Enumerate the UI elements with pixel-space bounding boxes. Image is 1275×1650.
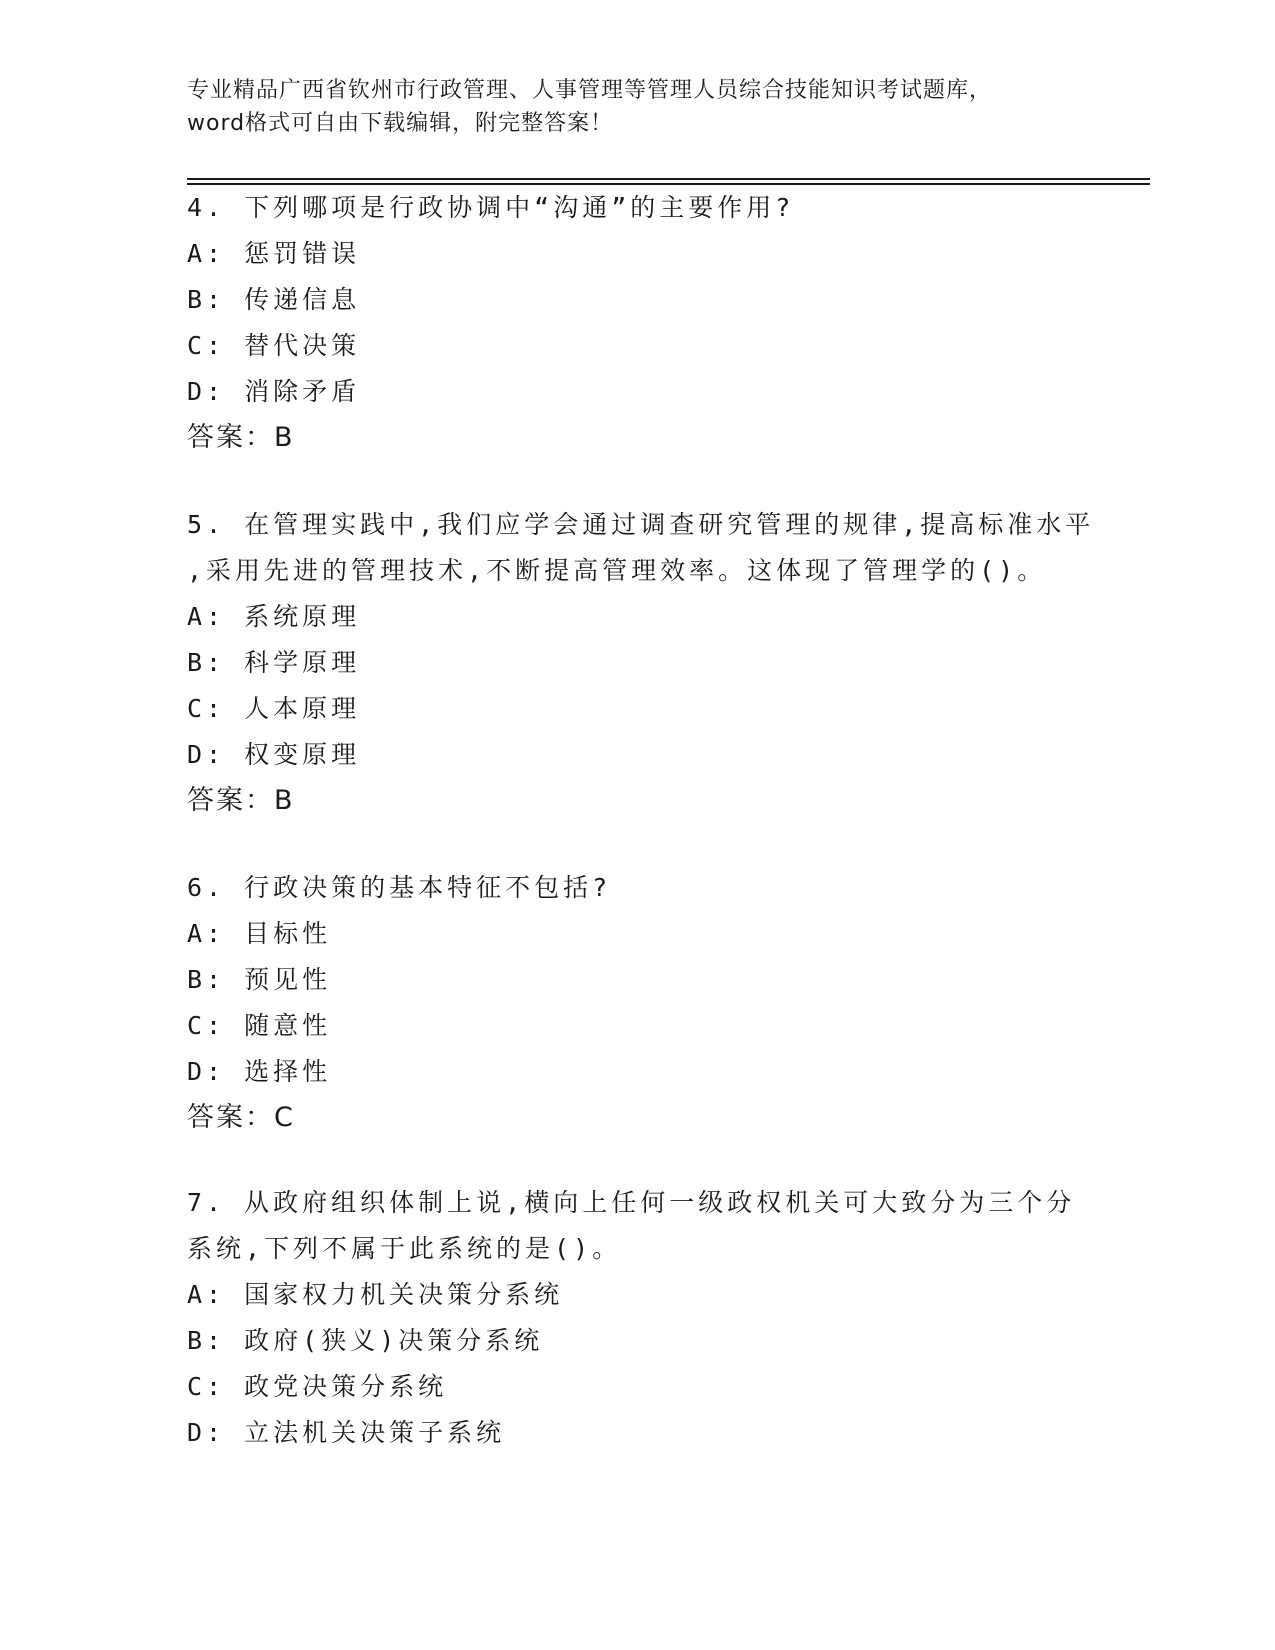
question-block-5: [187, 502, 1095, 824]
question-text: 6. 行政决策的基本特征不包括?: [187, 873, 612, 902]
option-c: C: 替代决策: [187, 331, 361, 360]
question-text-continued: ,采用先进的管理技术,不断提高管理效率。这体现了管理学的()。: [187, 556, 1047, 585]
option-a: A: 国家权力机关决策分系统: [187, 1280, 564, 1309]
option-d: D: 立法机关决策子系统: [187, 1418, 506, 1447]
option-b: B: 科学原理: [187, 648, 361, 677]
option-b: B: 预见性: [187, 965, 332, 994]
option-d: D: 消除矛盾: [187, 377, 361, 406]
question-text: 5. 在管理实践中,我们应学会通过调查研究管理的规律,提高标准水平: [187, 510, 1095, 539]
header-line-1: 专业精品广西省钦州市行政管理、人事管理等管理人员综合技能知识考试题库，: [187, 78, 993, 103]
option-c: C: 政党决策分系统: [187, 1372, 448, 1401]
header-divider-top: [187, 178, 1150, 180]
option-b: B: 传递信息: [187, 285, 361, 314]
question-text: 4. 下列哪项是行政协调中“沟通”的主要作用?: [187, 193, 795, 222]
answer-text: 答案：B: [187, 422, 295, 453]
option-c: C: 随意性: [187, 1011, 332, 1040]
option-a: A: 目标性: [187, 919, 332, 948]
question-block-4: [187, 185, 1087, 461]
option-a: A: 系统原理: [187, 602, 361, 631]
option-d: D: 权变原理: [187, 740, 361, 769]
option-a: A: 惩罚错误: [187, 239, 361, 268]
question-block-7: [187, 1180, 1087, 1456]
document-header: [187, 74, 1087, 140]
answer-text: 答案：C: [187, 1102, 295, 1133]
header-line-2: word格式可自由下载编辑，附完整答案！: [187, 111, 614, 136]
option-c: C: 人本原理: [187, 694, 361, 723]
answer-text: 答案：B: [187, 785, 295, 816]
question-block-6: [187, 865, 1087, 1141]
option-b: B: 政府(狭义)决策分系统: [187, 1326, 544, 1355]
question-text-continued: 系统,下列不属于此系统的是()。: [187, 1234, 622, 1263]
question-text: 7. 从政府组织体制上说,横向上任何一级政权机关可大致分为三个分: [187, 1188, 1076, 1217]
option-d: D: 选择性: [187, 1057, 332, 1086]
